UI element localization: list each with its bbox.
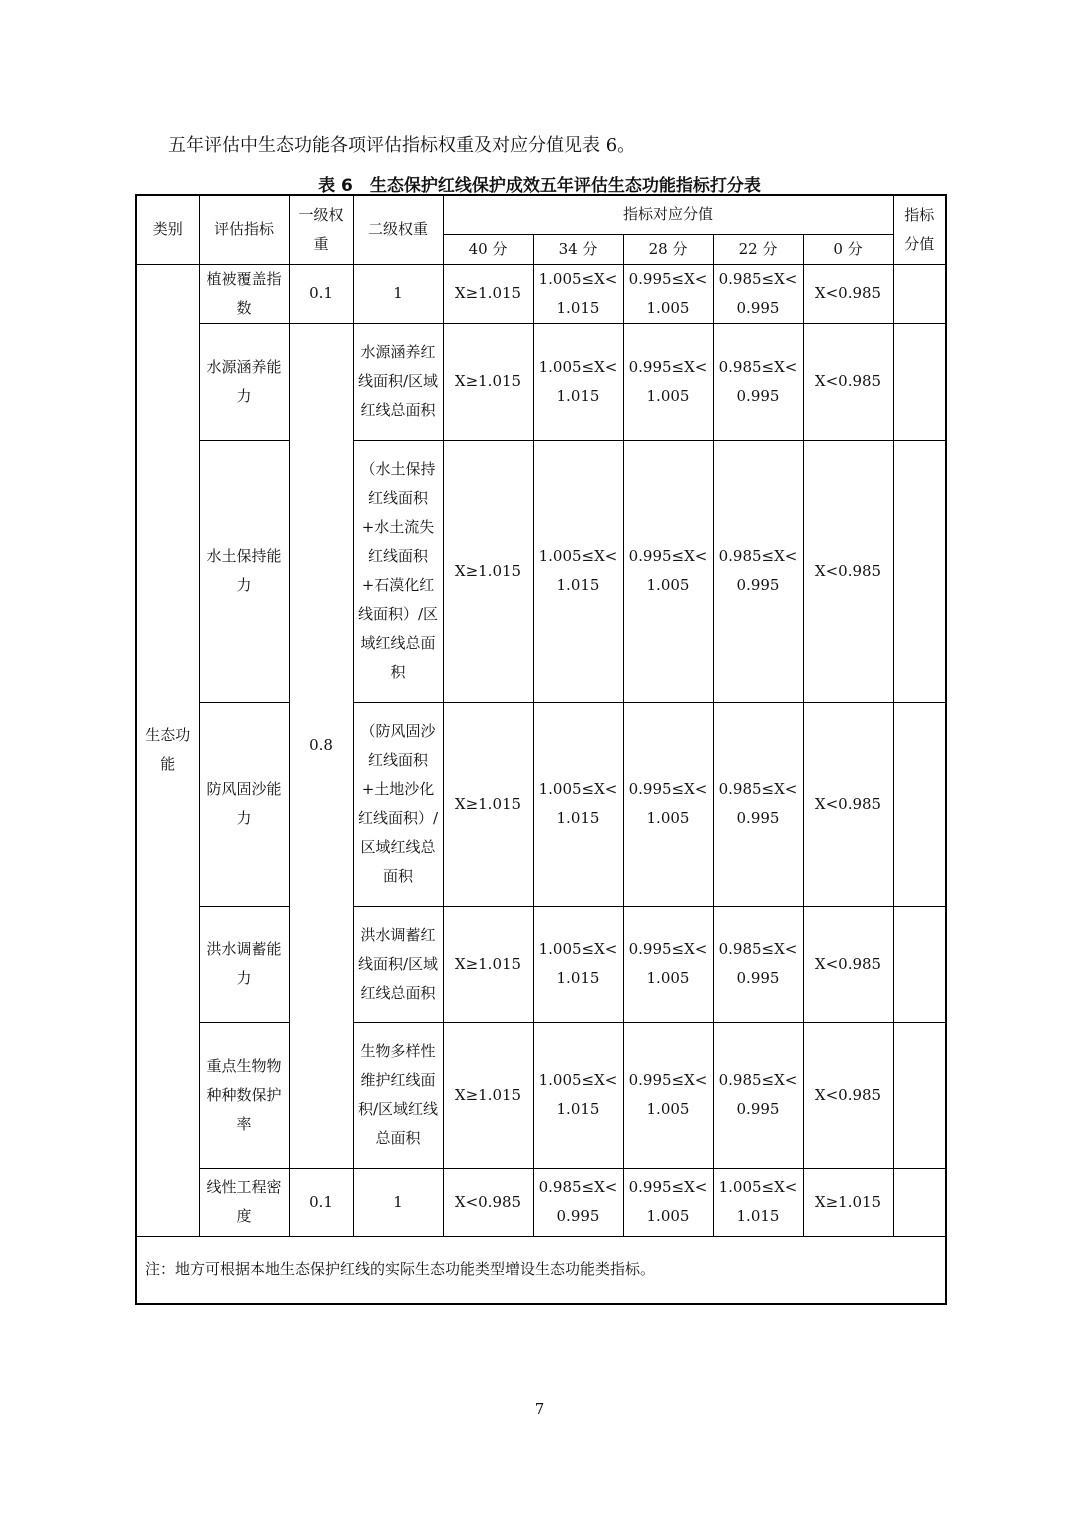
header-category: 类别 bbox=[136, 195, 199, 264]
score-34-cell: 1.005≤X<1.015 bbox=[533, 323, 623, 440]
score-28-cell: 0.995≤X<1.005 bbox=[623, 906, 713, 1022]
score-40-cell: X≥1.015 bbox=[443, 264, 533, 323]
score-0-cell: X<0.985 bbox=[803, 1022, 893, 1168]
indicator-cell: 植被覆盖指数 bbox=[199, 264, 289, 323]
score-22-cell: 0.985≤X<0.995 bbox=[713, 323, 803, 440]
score-22-cell: 0.985≤X<0.995 bbox=[713, 906, 803, 1022]
weight2-cell: 1 bbox=[353, 264, 443, 323]
score-28-cell: 0.995≤X<1.005 bbox=[623, 702, 713, 906]
indicator-score-cell bbox=[893, 906, 946, 1022]
indicator-score-cell bbox=[893, 702, 946, 906]
score-0-cell: X<0.985 bbox=[803, 906, 893, 1022]
header-0: 0 分 bbox=[803, 234, 893, 264]
score-0-cell: X<0.985 bbox=[803, 440, 893, 702]
score-28-cell: 0.995≤X<1.005 bbox=[623, 1022, 713, 1168]
table-row bbox=[136, 323, 946, 440]
score-22-cell: 0.985≤X<0.995 bbox=[713, 702, 803, 906]
table-row bbox=[136, 1168, 946, 1236]
score-28-cell: 0.995≤X<1.005 bbox=[623, 440, 713, 702]
score-0-cell: X<0.985 bbox=[803, 264, 893, 323]
indicator-cell: 水源涵养能力 bbox=[199, 323, 289, 440]
indicator-cell: 线性工程密度 bbox=[199, 1168, 289, 1236]
indicator-score-cell bbox=[893, 440, 946, 702]
weight2-cell: （水土保持红线面积+水土流失红线面积+石漠化红线面积）/区域红线总面积 bbox=[353, 440, 443, 702]
category-cell: 生态功能 bbox=[136, 264, 199, 1236]
header-weight2: 二级权重 bbox=[353, 195, 443, 264]
intro-paragraph: 五年评估中生态功能各项评估指标权重及对应分值见表 6。 bbox=[168, 135, 636, 156]
score-0-cell: X<0.985 bbox=[803, 702, 893, 906]
header-40: 40 分 bbox=[443, 234, 533, 264]
score-22-cell: 0.985≤X<0.995 bbox=[713, 1022, 803, 1168]
score-40-cell: X≥1.015 bbox=[443, 1022, 533, 1168]
table-row bbox=[136, 440, 946, 702]
score-22-cell: 1.005≤X<1.015 bbox=[713, 1168, 803, 1236]
score-34-cell: 1.005≤X<1.015 bbox=[533, 440, 623, 702]
header-weight1: 一级权重 bbox=[289, 195, 353, 264]
score-40-cell: X≥1.015 bbox=[443, 323, 533, 440]
table-row bbox=[136, 264, 946, 323]
weight2-cell: 水源涵养红线面积/区域红线总面积 bbox=[353, 323, 443, 440]
header-28: 28 分 bbox=[623, 234, 713, 264]
weight2-cell: 1 bbox=[353, 1168, 443, 1236]
page-number: 7 bbox=[534, 1400, 545, 1418]
header-indicator: 评估指标 bbox=[199, 195, 289, 264]
indicator-cell: 洪水调蓄能力 bbox=[199, 906, 289, 1022]
header-score-group: 指标对应分值 bbox=[443, 195, 893, 234]
note-row bbox=[136, 1236, 946, 1304]
score-34-cell: 1.005≤X<1.015 bbox=[533, 1022, 623, 1168]
weight1-cell: 0.1 bbox=[289, 1168, 353, 1236]
score-28-cell: 0.995≤X<1.005 bbox=[623, 1168, 713, 1236]
scoring-table bbox=[135, 194, 947, 1305]
score-40-cell: X≥1.015 bbox=[443, 440, 533, 702]
score-40-cell: X≥1.015 bbox=[443, 906, 533, 1022]
weight1-shared-cell: 0.8 bbox=[289, 323, 353, 1168]
weight2-cell: 洪水调蓄红线面积/区域红线总面积 bbox=[353, 906, 443, 1022]
header-34: 34 分 bbox=[533, 234, 623, 264]
table-row bbox=[136, 906, 946, 1022]
table-row bbox=[136, 702, 946, 906]
indicator-cell: 水土保持能力 bbox=[199, 440, 289, 702]
weight2-cell: （防风固沙红线面积+土地沙化红线面积）/区域红线总面积 bbox=[353, 702, 443, 906]
score-40-cell: X≥1.015 bbox=[443, 702, 533, 906]
table-note: 注：地方可根据本地生态保护红线的实际生态功能类型增设生态功能类指标。 bbox=[136, 1236, 946, 1304]
score-34-cell: 1.005≤X<1.015 bbox=[533, 264, 623, 323]
score-28-cell: 0.995≤X<1.005 bbox=[623, 264, 713, 323]
score-0-cell: X<0.985 bbox=[803, 323, 893, 440]
weight1-cell: 0.1 bbox=[289, 264, 353, 323]
score-22-cell: 0.985≤X<0.995 bbox=[713, 264, 803, 323]
score-34-cell: 0.985≤X<0.995 bbox=[533, 1168, 623, 1236]
indicator-cell: 防风固沙能力 bbox=[199, 702, 289, 906]
indicator-score-cell bbox=[893, 323, 946, 440]
header-indicator-score: 指标分值 bbox=[893, 195, 946, 264]
indicator-score-cell bbox=[893, 1022, 946, 1168]
indicator-score-cell bbox=[893, 264, 946, 323]
weight2-cell: 生物多样性维护红线面积/区域红线总面积 bbox=[353, 1022, 443, 1168]
score-22-cell: 0.985≤X<0.995 bbox=[713, 440, 803, 702]
indicator-cell: 重点生物物种种数保护率 bbox=[199, 1022, 289, 1168]
score-34-cell: 1.005≤X<1.015 bbox=[533, 702, 623, 906]
indicator-score-cell bbox=[893, 1168, 946, 1236]
score-0-cell: X≥1.015 bbox=[803, 1168, 893, 1236]
score-40-cell: X<0.985 bbox=[443, 1168, 533, 1236]
score-34-cell: 1.005≤X<1.015 bbox=[533, 906, 623, 1022]
table-row bbox=[136, 1022, 946, 1168]
table-caption: 表 6 生态保护红线保护成效五年评估生态功能指标打分表 bbox=[318, 176, 761, 196]
header-22: 22 分 bbox=[713, 234, 803, 264]
score-28-cell: 0.995≤X<1.005 bbox=[623, 323, 713, 440]
